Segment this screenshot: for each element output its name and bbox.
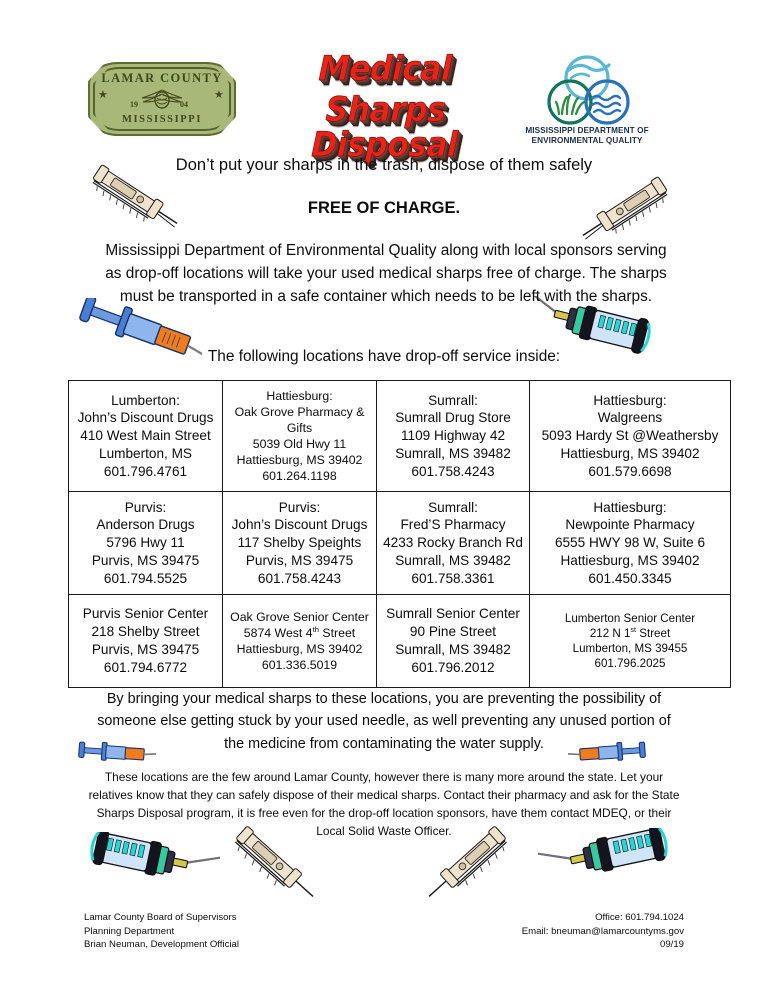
location-cell: Lumberton Senior Center 212 N 1st Street Lumberton, MS 39455 601.796.2025 — [530, 595, 731, 688]
location-cell: Hattiesburg: Oak Grove Pharmacy & Gifts 5039 Old Hwy 11 Hattiesburg, MS 39402 601.264.1198 — [223, 381, 377, 492]
table-row — [69, 492, 731, 595]
blue-orange-syringe-icon-small-left — [70, 735, 156, 769]
cyan-black-syringe-icon-bottom-1 — [88, 832, 220, 890]
sketch-syringe-icon-bottom-2 — [412, 826, 524, 898]
location-cell: Purvis: Anderson Drugs 5796 Hwy 11 Purvis, MS 39475 601.794.5525 — [69, 492, 223, 595]
location-cell: Sumrall: Sumrall Drug Store 1109 Highway 42 Sumrall, MS 39482 601.758.4243 — [377, 381, 530, 492]
mdeq-logo-text — [512, 126, 662, 145]
free-of-charge-label: FREE OF CHARGE — [307, 199, 456, 217]
seal-star-left-icon: ★ — [98, 89, 108, 101]
seal-year-first-half: 19 — [130, 100, 138, 109]
footer-board-name: Lamar County Board of Supervisors — [84, 912, 237, 923]
footer-contact-right — [522, 911, 684, 952]
cyan-black-syringe-icon-bottom-2 — [538, 828, 670, 886]
footer-email: Email: bneuman@lamarcountyms.gov — [521, 925, 684, 937]
footer-contact-left — [84, 911, 239, 952]
location-cell: Hattiesburg: Newpointe Pharmacy 6555 HWY 98 W, Suite 6 Hattiesburg, MS 39402 601.450.3345 — [530, 492, 731, 595]
seal-county-name: LAMAR COUNTY — [101, 71, 223, 85]
mdeq-three-circles-icon — [512, 54, 662, 128]
page-title — [250, 49, 520, 165]
footer-department: Planning Department — [84, 925, 175, 937]
free-of-charge-period: . — [455, 199, 461, 217]
closing-paragraph-2: These locations are the few around Lamar County, however there is many more around the state. Let your relatives know that they can safely dispose of their medical sharps. Contact their pharmacy and ask for the State Sharps Disposal program, it is free even for the drop-off location sponsors, have them contact MDEQ, or their Local Solid Waste Officer. — [88, 770, 680, 839]
footer-office-phone: Office: 601.794.1024 — [595, 912, 684, 923]
closing-paragraph-1: By bringing your medical sharps to these locations, you are preventing the possibility of someone else getting stuck by your used needle, as well preventing any unused portion of the medicine from contaminating the water supply. — [97, 691, 671, 752]
location-cell: Hattiesburg: Walgreens 5093 Hardy St @Weathersby Hattiesburg, MS 39402 601.579.6698 — [530, 381, 731, 492]
intro-paragraph: Mississippi Department of Environmental Quality along with local sponsors serving as drop-off locations will take your used medical sharps free of charge. The sharps must be transported in a safe container which needs to be left with the sharps. — [105, 242, 667, 305]
location-cell: Sumrall: Fred’S Pharmacy 4233 Rocky Branch Rd Sumrall, MS 39482 601.758.3361 — [377, 492, 530, 595]
blue-orange-syringe-icon-small-right — [568, 735, 654, 769]
location-cell: Oak Grove Senior Center 5874 West 4th Street Hattiesburg, MS 39402 601.336.5019 — [223, 595, 377, 688]
title-line-sharps-disposal: Sharps Disposal — [310, 89, 459, 165]
mdeq-text-line1: MISSISSIPPI DEPARTMENT OF — [525, 126, 649, 135]
location-cell: Sumrall Senior Center 90 Pine Street Sumrall, MS 39482 601.796.2012 — [377, 595, 530, 688]
dropoff-locations-table — [68, 380, 731, 688]
mdeq-text-line2: ENVIRONMENTAL QUALITY — [531, 135, 643, 145]
sketch-syringe-icon-bottom-1 — [218, 826, 330, 898]
seal-state-name: MISSISSIPPI — [121, 114, 203, 125]
lamar-county-seal-logo — [88, 62, 236, 136]
following-locations-label: The following locations have drop-off service inside: — [207, 348, 561, 365]
free-of-charge-text — [84, 199, 684, 218]
seal-eagle-emblem-icon — [140, 86, 184, 112]
seal-year-second-half: 04 — [180, 100, 188, 109]
table-body — [69, 381, 731, 688]
seal-star-right-icon: ★ — [214, 89, 224, 101]
title-line-medical: Medical — [318, 49, 452, 89]
table-row — [69, 381, 731, 492]
tagline-text: Don’t put your sharps in the trash, dispose of them safely — [175, 156, 593, 174]
location-cell: Purvis Senior Center 218 Shelby Street Purvis, MS 39475 601.794.6772 — [69, 595, 223, 688]
footer-official: Brian Neuman, Development Official — [84, 939, 239, 951]
table-row — [69, 595, 731, 688]
mdeq-logo — [512, 54, 662, 150]
location-cell: Purvis: John’s Discount Drugs 117 Shelby Speights Purvis, MS 39475 601.758.4243 — [223, 492, 377, 595]
footer-date: 09/19 — [659, 939, 684, 951]
location-cell: Lumberton: John’s Discount Drugs 410 West Main Street Lumberton, MS 601.796.4761 — [69, 381, 223, 492]
